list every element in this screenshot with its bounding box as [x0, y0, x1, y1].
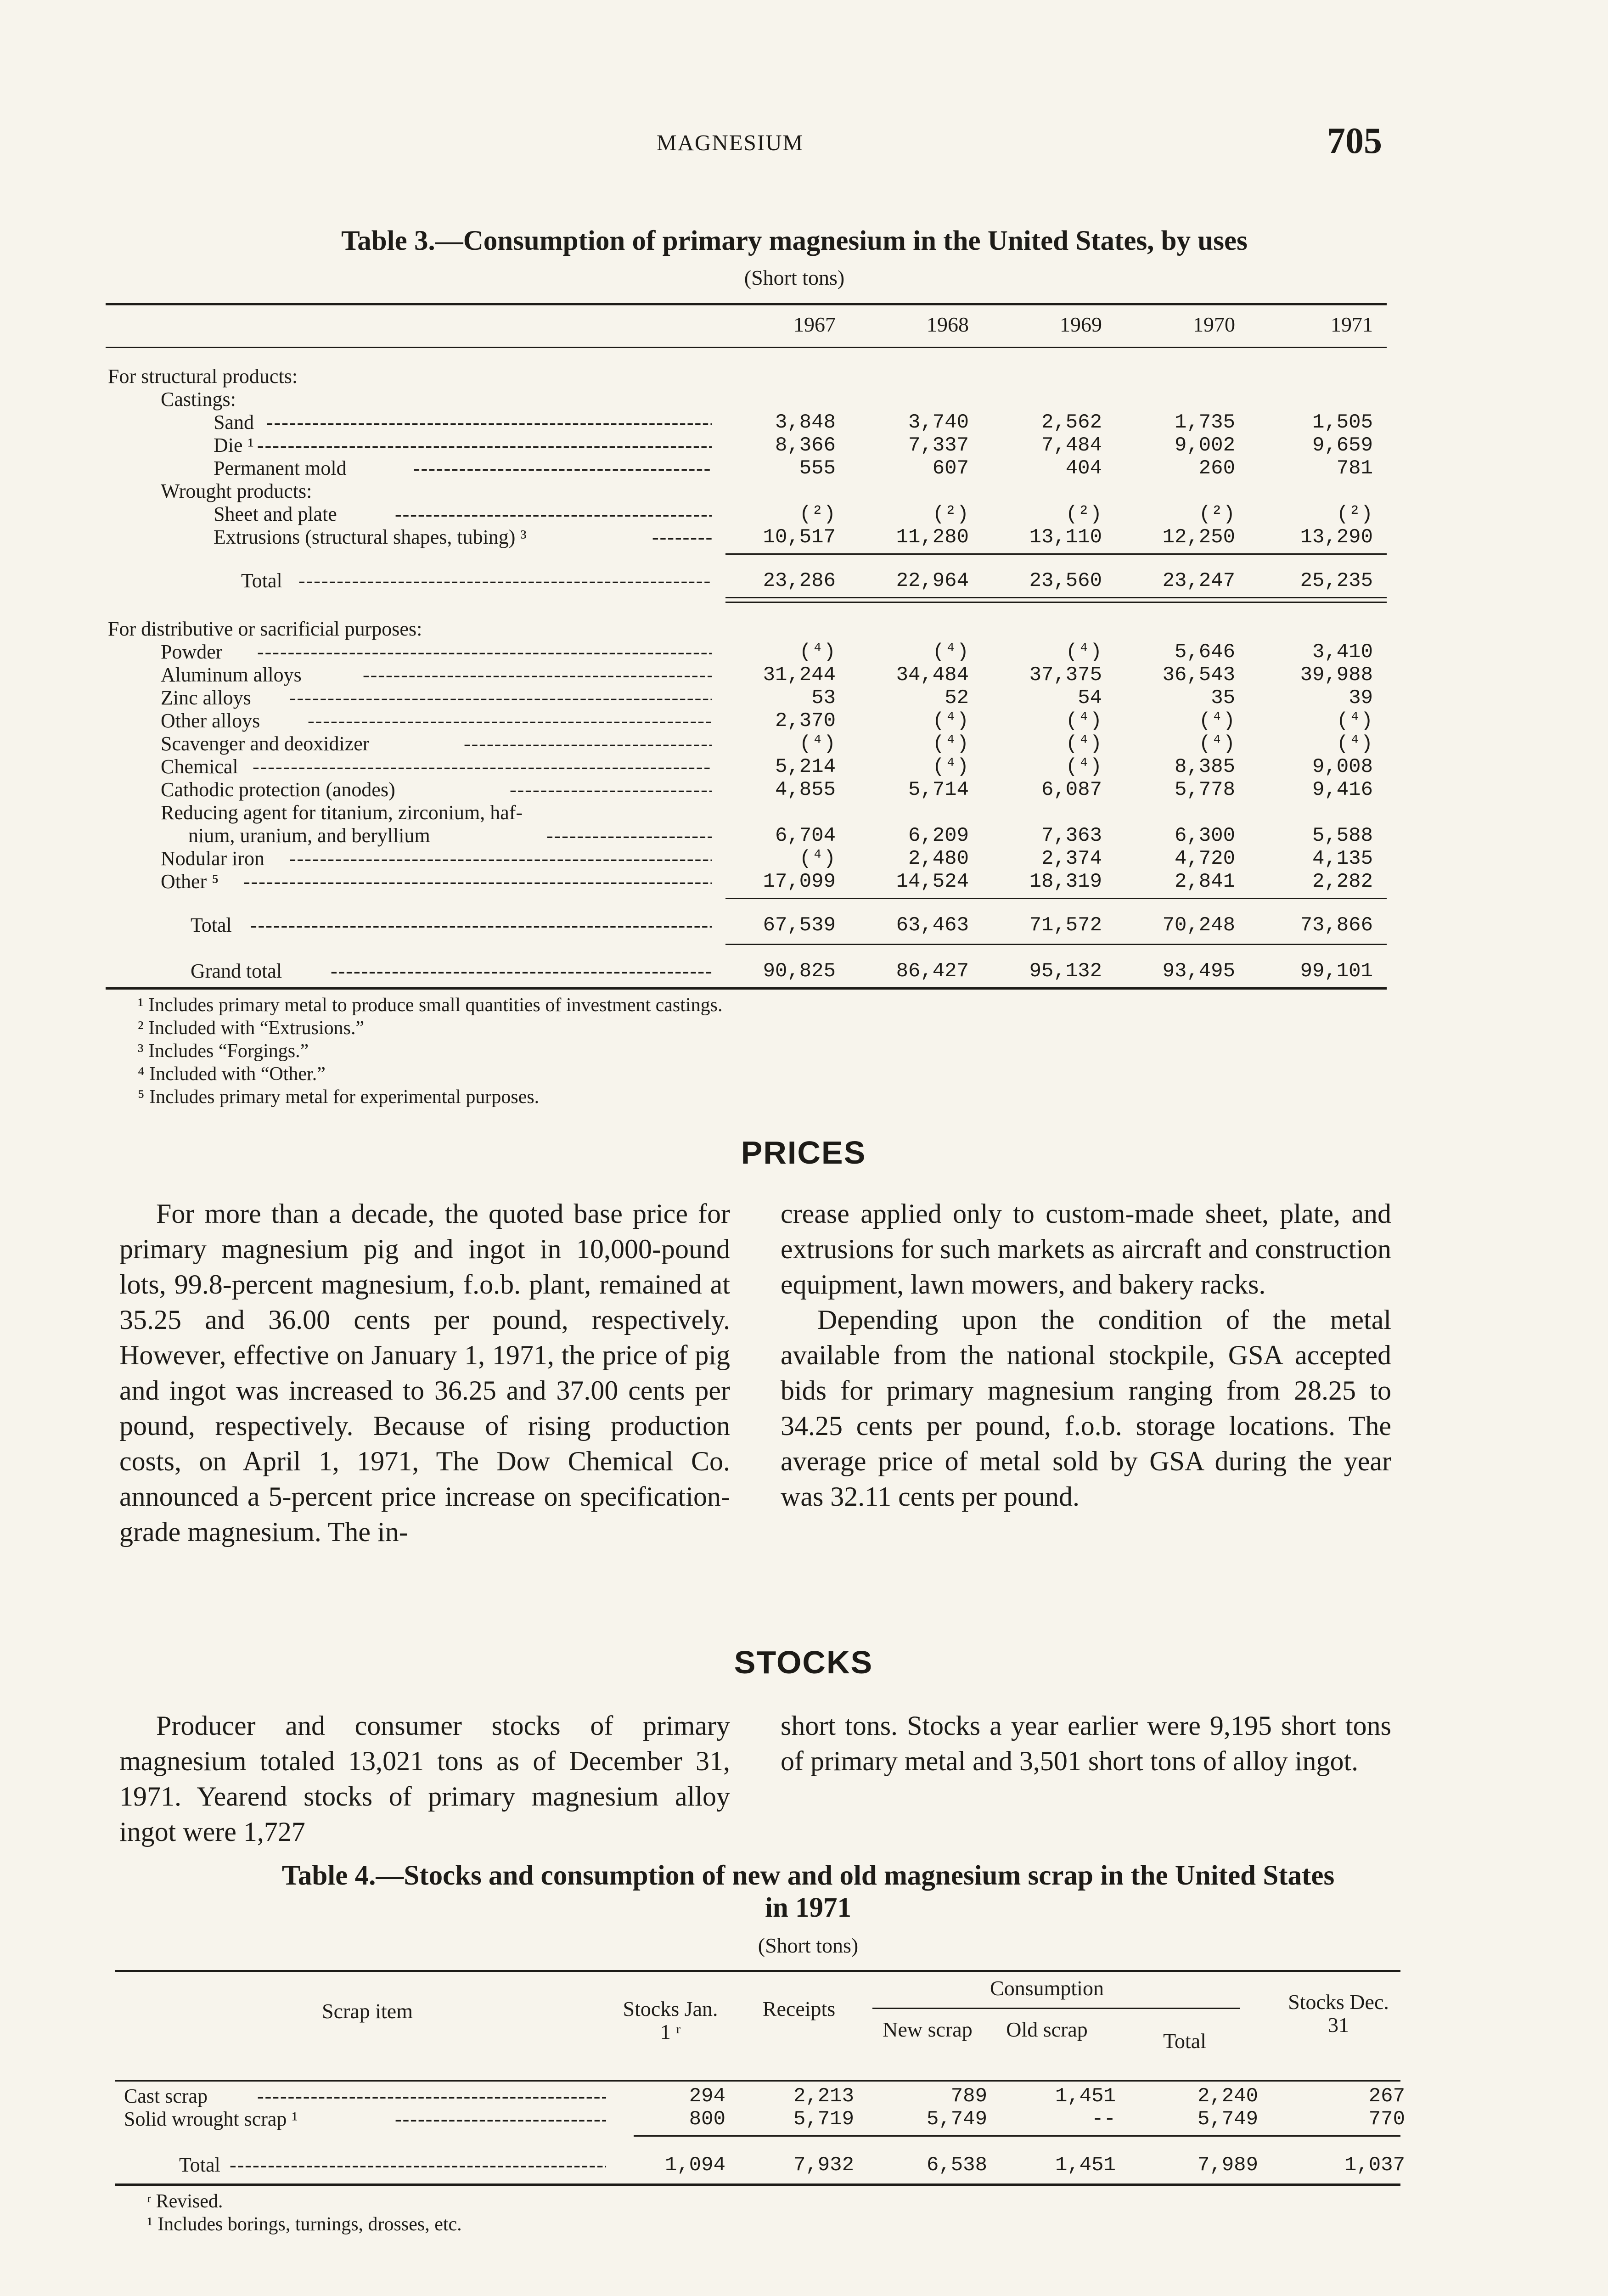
- cell-1970: (⁴): [1198, 709, 1235, 732]
- footnote: ⁴ Included with “Other.”: [138, 1064, 326, 1085]
- cell-1969: 7,363: [1041, 824, 1102, 847]
- row-label: Chemical: [161, 755, 238, 778]
- subtotal-rule: [725, 553, 1387, 555]
- cell-1968: (⁴): [932, 641, 969, 664]
- paragraph: Depending upon the condition of the metal available from the national stockpile, GSA accepted bids for primary magnesium ranging from 28.25 to 34.25 cents per pound, f.o.b. storage locations. The average price of metal sold by GSA during the year was 32.11 cents per pound.: [781, 1305, 1391, 1512]
- cell-1967: 17,099: [763, 870, 836, 893]
- cell-1967: (²): [799, 503, 836, 526]
- total-rule-double: [725, 602, 1387, 603]
- total-rule: [725, 597, 1387, 598]
- cell-1969: (²): [1065, 503, 1102, 526]
- cell-total: 7,989: [1197, 2154, 1258, 2177]
- cell-1967: 6,704: [775, 824, 836, 847]
- table4-header-rule: [115, 2080, 1400, 2082]
- table-row: [0, 870, 1608, 893]
- cell-1971: (⁴): [1336, 709, 1373, 732]
- row-label: Wrought products:: [161, 480, 312, 502]
- table-row: [0, 2085, 1608, 2108]
- cell-1968: (⁴): [932, 709, 969, 732]
- cell-stocks-jan: 800: [689, 2108, 725, 2131]
- cell-1967: (⁴): [799, 732, 836, 755]
- section-heading-stocks: STOCKS: [734, 1644, 873, 1680]
- cell-1968: (⁴): [932, 732, 969, 755]
- cell-1970: 23,247: [1162, 569, 1235, 592]
- year-header-1969: 1969: [1060, 313, 1102, 336]
- footnote: ¹ Includes borings, turnings, drosses, etc.: [147, 2214, 462, 2235]
- cell-1968: 34,484: [896, 664, 969, 687]
- cell-1971: 25,235: [1300, 569, 1373, 592]
- cell-1971: 781: [1336, 457, 1373, 480]
- table-row: [0, 664, 1608, 687]
- cell-1968: 607: [932, 457, 969, 480]
- table3-header-rule: [106, 347, 1387, 348]
- running-title: MAGNESIUM: [657, 130, 804, 155]
- row-label: Total: [191, 914, 232, 936]
- table-row: [0, 687, 1608, 709]
- cell-new-scrap: 6,538: [926, 2154, 987, 2177]
- cell-1969: 2,562: [1041, 411, 1102, 434]
- paragraph: short tons. Stocks a year earlier were 9,195 short tons of primary metal and 3,501 short tons of alloy ingot.: [781, 1711, 1391, 1776]
- row-label: Total: [179, 2154, 220, 2176]
- cell-1968: (²): [932, 503, 969, 526]
- year-header-1970: 1970: [1193, 313, 1235, 336]
- cell-1967: 10,517: [763, 526, 836, 549]
- table-row: [0, 755, 1608, 778]
- table-row: [0, 732, 1608, 755]
- cell-receipts: 5,719: [793, 2108, 854, 2131]
- table-row: [0, 641, 1608, 664]
- cell-1970: 12,250: [1162, 526, 1235, 549]
- cell-1968: 11,280: [896, 526, 969, 549]
- cell-1971: 39,988: [1300, 664, 1373, 687]
- cell-1970: 260: [1198, 457, 1235, 480]
- cell-1968: 22,964: [896, 569, 969, 592]
- table-row-grand-total: [0, 960, 1608, 983]
- cell-1969: 13,110: [1029, 526, 1102, 549]
- col-header-total: Total: [1163, 2029, 1206, 2053]
- subtotal-rule: [634, 2135, 1400, 2137]
- row-label: Solid wrought scrap ¹: [124, 2108, 298, 2130]
- cell-1970: 9,002: [1174, 434, 1235, 457]
- row-label: Permanent mold: [214, 457, 347, 479]
- row-label: Powder: [161, 641, 223, 663]
- table3-bottom-rule: [106, 987, 1387, 990]
- row-label: nium, uranium, and beryllium: [188, 824, 430, 847]
- col-header-item: Scrap item: [322, 1999, 413, 2023]
- col-header-new-scrap: New scrap: [883, 2018, 973, 2041]
- cell-1970: 1,735: [1174, 411, 1235, 434]
- cell-1967: 23,286: [763, 569, 836, 592]
- cell-1967: 8,366: [775, 434, 836, 457]
- cell-1970: 5,646: [1174, 641, 1235, 664]
- row-label: Cast scrap: [124, 2085, 208, 2107]
- prices-left-column: [119, 1196, 730, 1550]
- row-label: Scavenger and deoxidizer: [161, 732, 370, 755]
- cell-new-scrap: 5,749: [926, 2108, 987, 2131]
- cell-1971: 2,282: [1312, 870, 1373, 893]
- cell-1969: (⁴): [1065, 709, 1102, 732]
- table-row-total: [0, 569, 1608, 592]
- table-row-total: [0, 2154, 1608, 2177]
- table-row: [0, 365, 1608, 388]
- cell-1967: 2,370: [775, 709, 836, 732]
- cell-1968: 5,714: [908, 778, 969, 801]
- row-label: For distributive or sacrificial purposes:: [108, 618, 422, 640]
- cell-1968: 7,337: [908, 434, 969, 457]
- table-row: [0, 503, 1608, 526]
- table-row-total: [0, 914, 1608, 937]
- year-header-1968: 1968: [927, 313, 969, 336]
- row-label: Castings:: [161, 388, 236, 411]
- cell-total: 2,240: [1197, 2085, 1258, 2108]
- cell-1970: 36,543: [1162, 664, 1235, 687]
- row-label: Reducing agent for titanium, zirconium, haf-: [161, 801, 523, 824]
- col-header-old-scrap: Old scrap: [1006, 2018, 1088, 2041]
- cell-1968: 63,463: [896, 914, 969, 937]
- table-row: [0, 618, 1608, 641]
- cell-1967: 90,825: [763, 960, 836, 983]
- table-row: [0, 480, 1608, 503]
- cell-1971: 4,135: [1312, 847, 1373, 870]
- cell-receipts: 2,213: [793, 2085, 854, 2108]
- cell-1970: (⁴): [1198, 732, 1235, 755]
- cell-1969: 23,560: [1029, 569, 1102, 592]
- cell-1968: 3,740: [908, 411, 969, 434]
- cell-1971: (⁴): [1336, 732, 1373, 755]
- cell-1970: 4,720: [1174, 847, 1235, 870]
- table4-title-line2: in 1971: [765, 1892, 852, 1923]
- cell-1971: 99,101: [1300, 960, 1373, 983]
- cell-1971: 9,008: [1312, 755, 1373, 778]
- table-row: [0, 411, 1608, 434]
- cell-1971: (²): [1336, 503, 1373, 526]
- cell-1969: (⁴): [1065, 755, 1102, 778]
- cell-1968: (⁴): [932, 755, 969, 778]
- paragraph: crease applied only to custom-made sheet, plate, and extrusions for such markets as aircraft and construction equipment, lawn mowers, and bakery racks.: [781, 1199, 1391, 1300]
- row-label: Nodular iron: [161, 847, 265, 870]
- cell-1967: 67,539: [763, 914, 836, 937]
- footnote: ʳ Revised.: [147, 2191, 223, 2212]
- table4-top-rule: [115, 1970, 1400, 1972]
- cell-1969: 54: [1078, 687, 1102, 709]
- row-label: Sheet and plate: [214, 503, 337, 525]
- stocks-right-column: [781, 1708, 1391, 1779]
- year-header-1971: 1971: [1331, 313, 1373, 336]
- row-label: Zinc alloys: [161, 687, 251, 709]
- col-header-stocks-dec: Stocks Dec. 31: [1288, 1990, 1389, 2037]
- cell-1970: 6,300: [1174, 824, 1235, 847]
- cell-old-scrap: --: [1091, 2108, 1116, 2131]
- table4-title-line1: Table 4.—Stocks and consumption of new and old magnesium scrap in the United States: [281, 1860, 1335, 1891]
- footnote: ⁵ Includes primary metal for experimental purposes.: [138, 1086, 540, 1108]
- cell-1967: (⁴): [799, 847, 836, 870]
- cell-1969: 37,375: [1029, 664, 1102, 687]
- table-row: [0, 778, 1608, 801]
- cell-1967: 53: [811, 687, 836, 709]
- col-header-consumption: Consumption: [990, 1976, 1104, 2000]
- prices-right-column: [781, 1196, 1391, 1514]
- cell-old-scrap: 1,451: [1055, 2085, 1116, 2108]
- cell-1970: 70,248: [1162, 914, 1235, 937]
- row-label: Other alloys: [161, 709, 260, 732]
- paragraph: Producer and consumer stocks of primary magnesium totaled 13,021 tons as of December 31, 1971. Yearend stocks of primary magnesium alloy ingot were 1,727: [119, 1711, 730, 1847]
- row-label: For structural products:: [108, 365, 298, 388]
- cell-stocks-dec: 1,037: [1344, 2154, 1405, 2177]
- table3-top-rule: [106, 303, 1387, 305]
- row-label: Die ¹: [214, 434, 254, 456]
- cell-1970: 2,841: [1174, 870, 1235, 893]
- table-row: [0, 709, 1608, 732]
- col-header-receipts: Receipts: [762, 1997, 836, 2020]
- footnote: ² Included with “Extrusions.”: [138, 1018, 365, 1039]
- consumption-span-rule: [872, 2008, 1240, 2009]
- cell-stocks-jan: 1,094: [664, 2154, 725, 2177]
- cell-1970: 5,778: [1174, 778, 1235, 801]
- cell-1971: 9,416: [1312, 778, 1373, 801]
- cell-1969: (⁴): [1065, 641, 1102, 664]
- total-rule: [725, 944, 1387, 945]
- cell-1971: 9,659: [1312, 434, 1373, 457]
- row-label: Extrusions (structural shapes, tubing) ³: [214, 526, 527, 548]
- cell-1969: 404: [1065, 457, 1102, 480]
- table-row: [0, 434, 1608, 457]
- row-label: Other ⁵: [161, 870, 219, 893]
- cell-receipts: 7,932: [793, 2154, 854, 2177]
- footnote: ³ Includes “Forgings.”: [138, 1041, 309, 1062]
- cell-1970: 93,495: [1162, 960, 1235, 983]
- table-row: [0, 457, 1608, 480]
- paragraph: For more than a decade, the quoted base price for primary magnesium pig and ingot in 10,000-pound lots, 99.8-percent magnesium, f.o.b. plant, remained at 35.25 and 36.00 cents per pound, respectively. However, effective on January 1, 1971, the price of pig and ingot was increased to 36.25 and 37.00 cents per pound, respectively. Because of rising production costs, on April 1, 1971, The Dow Chemical Co. announced a 5-percent price increase on specification-grade magnesium. The in-: [119, 1199, 730, 1547]
- cell-1969: 6,087: [1041, 778, 1102, 801]
- row-label: Cathodic protection (anodes): [161, 778, 395, 801]
- cell-old-scrap: 1,451: [1055, 2154, 1116, 2177]
- cell-1967: 555: [799, 457, 836, 480]
- table4-bottom-rule: [115, 2183, 1400, 2186]
- table3-units: (Short tons): [744, 266, 845, 289]
- row-label: Grand total: [191, 960, 282, 982]
- stocks-left-column: [119, 1708, 730, 1850]
- cell-1969: 71,572: [1029, 914, 1102, 937]
- row-label: Total: [241, 569, 282, 592]
- cell-total: 5,749: [1197, 2108, 1258, 2131]
- cell-1968: 86,427: [896, 960, 969, 983]
- table-row: [0, 388, 1608, 411]
- cell-1968: 52: [945, 687, 969, 709]
- cell-1969: 95,132: [1029, 960, 1102, 983]
- cell-1971: 3,410: [1312, 641, 1373, 664]
- col-header-stocks-jan: Stocks Jan. 1 ʳ: [623, 1997, 718, 2043]
- cell-stocks-dec: 267: [1368, 2085, 1405, 2108]
- cell-1967: 3,848: [775, 411, 836, 434]
- table-row: [0, 801, 1608, 824]
- page-number: 705: [1327, 121, 1382, 161]
- cell-1971: 73,866: [1300, 914, 1373, 937]
- cell-1970: (²): [1198, 503, 1235, 526]
- cell-1967: (⁴): [799, 641, 836, 664]
- cell-stocks-dec: 770: [1368, 2108, 1405, 2131]
- footnote: ¹ Includes primary metal to produce small quantities of investment castings.: [138, 995, 723, 1016]
- cell-new-scrap: 789: [950, 2085, 987, 2108]
- table3-title: Table 3.—Consumption of primary magnesium in the United States, by uses: [341, 225, 1248, 256]
- year-header-1967: 1967: [793, 313, 836, 336]
- table4-units: (Short tons): [758, 1934, 859, 1957]
- cell-1968: 14,524: [896, 870, 969, 893]
- cell-1971: 39: [1349, 687, 1373, 709]
- cell-1969: 18,319: [1029, 870, 1102, 893]
- section-heading-prices: PRICES: [741, 1135, 866, 1171]
- cell-1968: 2,480: [908, 847, 969, 870]
- cell-1967: 5,214: [775, 755, 836, 778]
- cell-1967: 31,244: [763, 664, 836, 687]
- row-label: Sand: [214, 411, 254, 433]
- cell-1968: 6,209: [908, 824, 969, 847]
- cell-stocks-jan: 294: [689, 2085, 725, 2108]
- table-row: [0, 2108, 1608, 2131]
- cell-1969: 2,374: [1041, 847, 1102, 870]
- cell-1969: (⁴): [1065, 732, 1102, 755]
- table-row: [0, 824, 1608, 847]
- cell-1970: 8,385: [1174, 755, 1235, 778]
- cell-1971: 5,588: [1312, 824, 1373, 847]
- cell-1969: 7,484: [1041, 434, 1102, 457]
- cell-1971: 13,290: [1300, 526, 1373, 549]
- table-row: [0, 526, 1608, 549]
- cell-1967: 4,855: [775, 778, 836, 801]
- cell-1971: 1,505: [1312, 411, 1373, 434]
- subtotal-rule: [725, 898, 1387, 899]
- table-row: [0, 847, 1608, 870]
- cell-1970: 35: [1211, 687, 1235, 709]
- row-label: Aluminum alloys: [161, 664, 302, 686]
